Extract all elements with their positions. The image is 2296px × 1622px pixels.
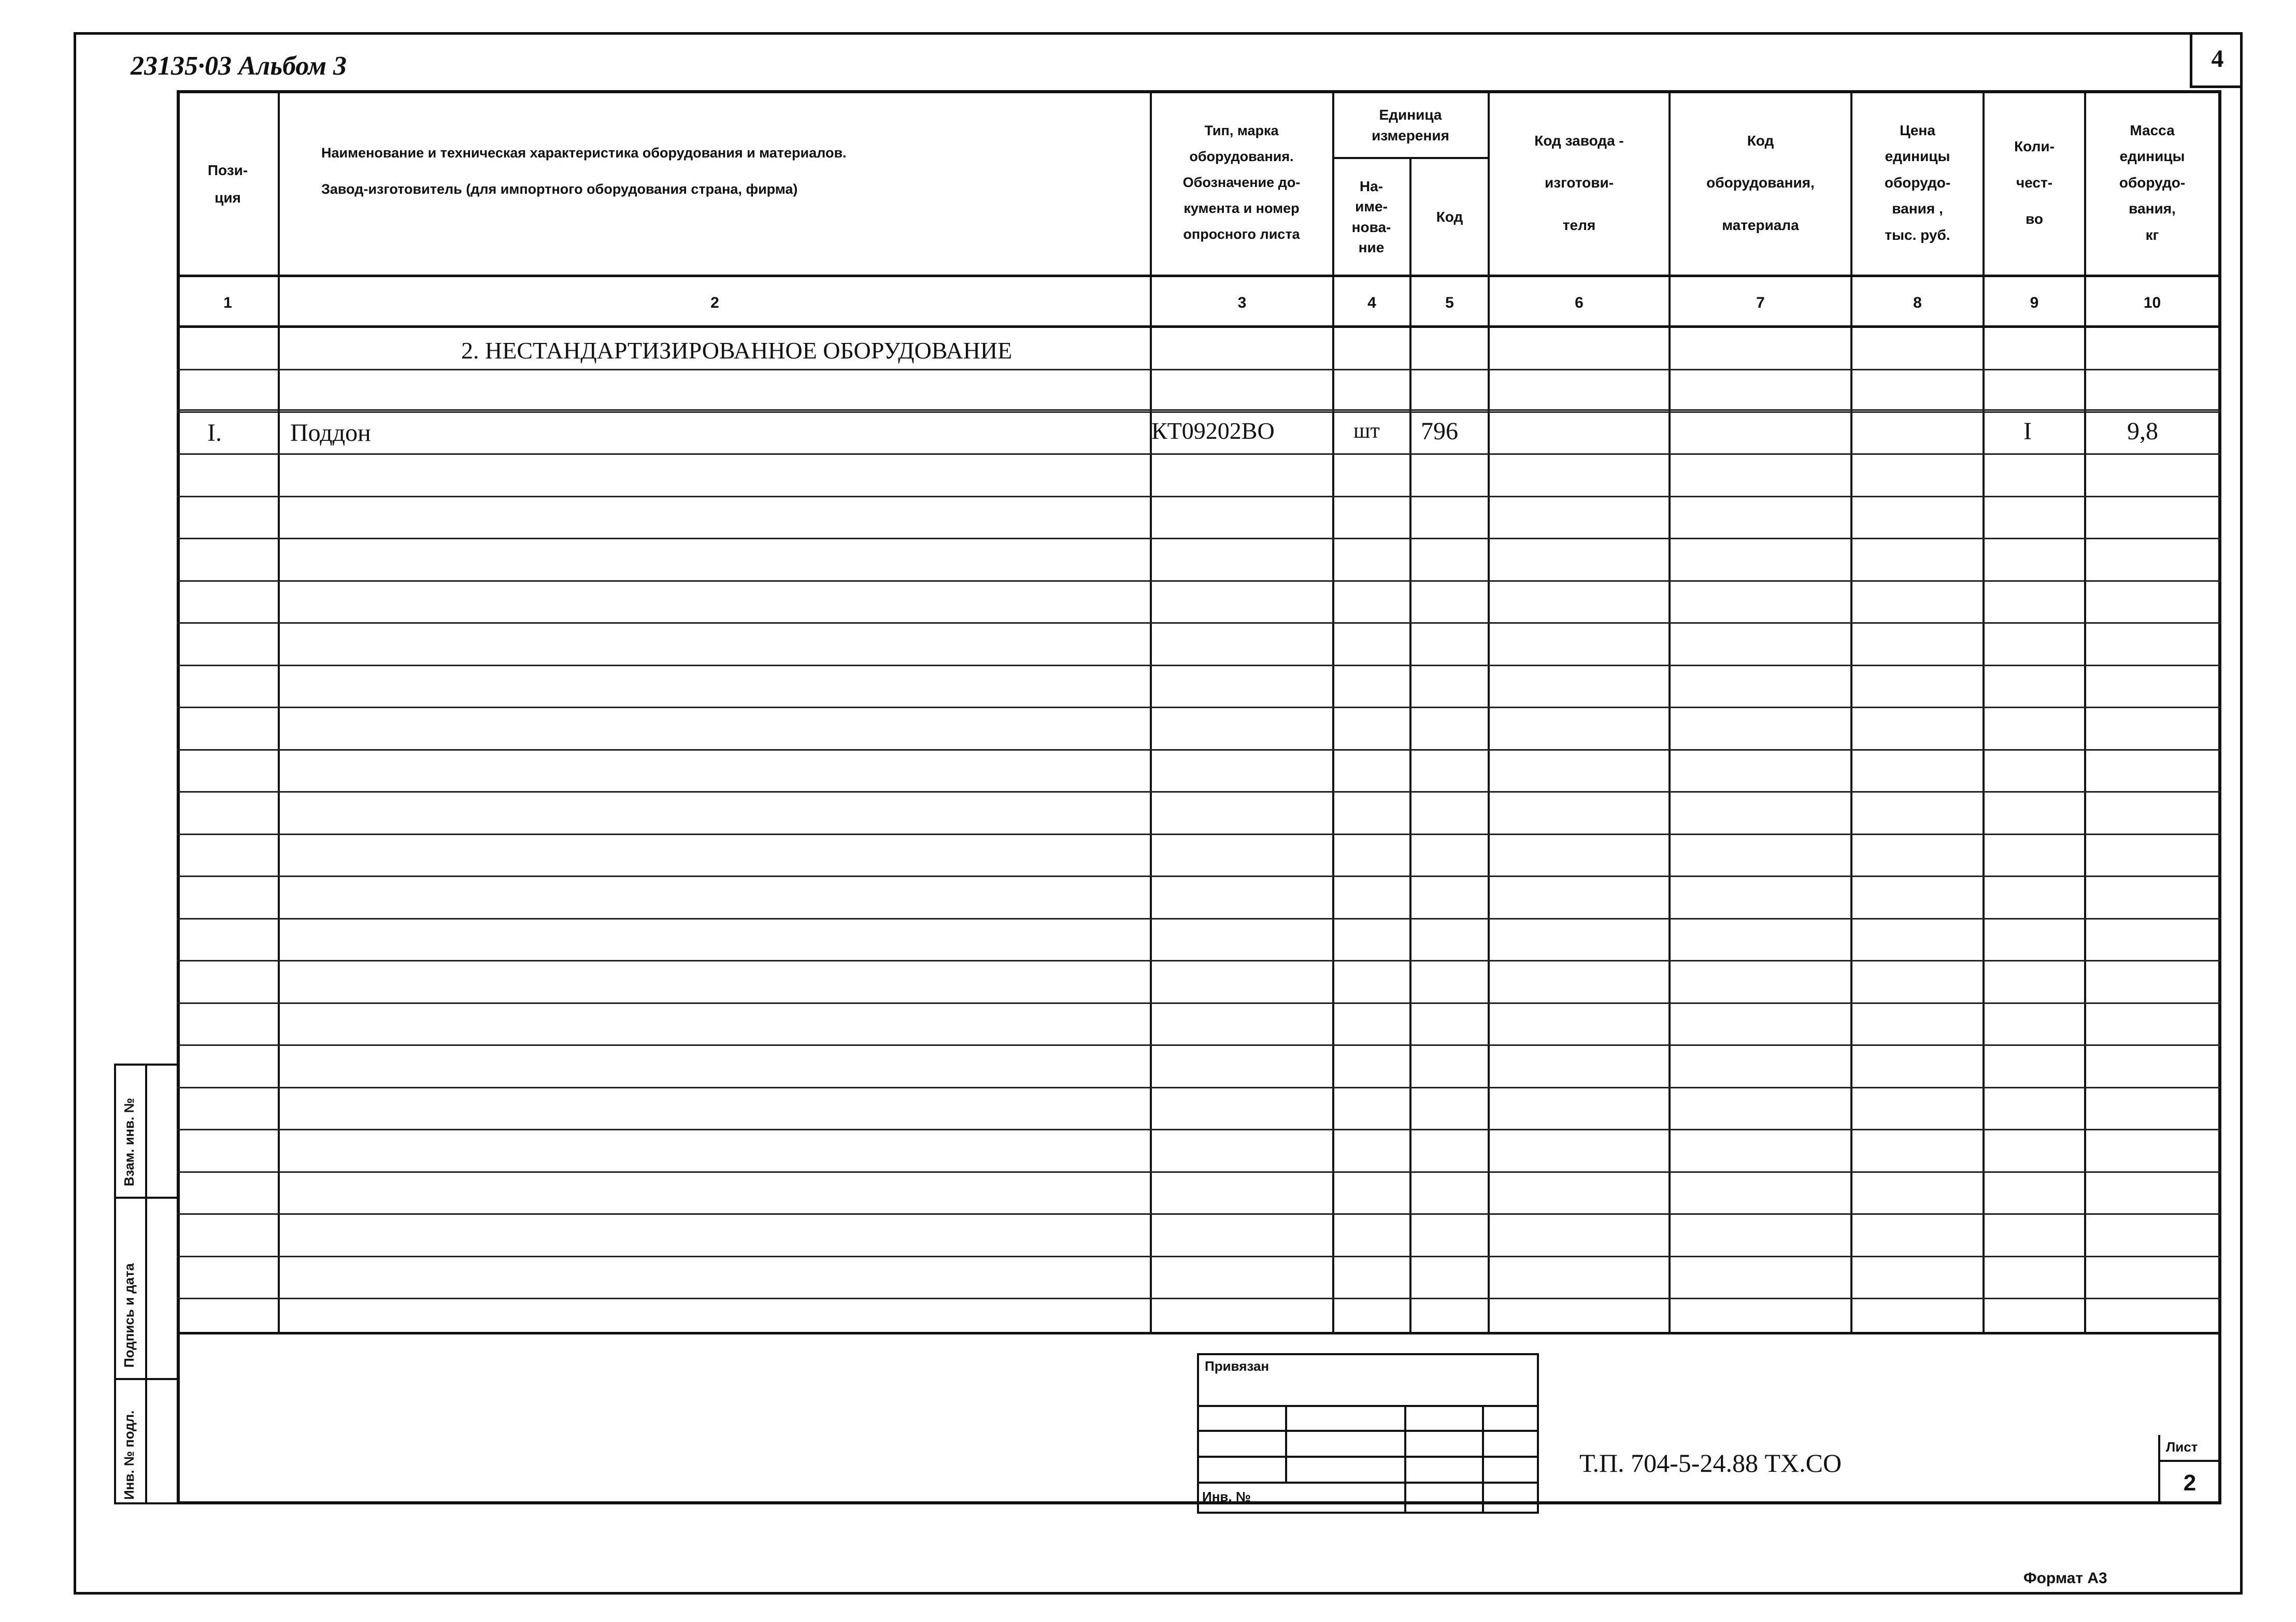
- format-label: Формат А3: [2023, 1570, 2107, 1587]
- side-strip-line: [114, 1378, 178, 1380]
- privyazan-sep: [1285, 1405, 1287, 1482]
- table-row-line: [177, 749, 2221, 751]
- col-sep: [1668, 91, 1671, 1332]
- row-1-quantity: I: [2023, 418, 2032, 445]
- colnum-10: 10: [2143, 294, 2161, 311]
- row-1-mass: 9,8: [2127, 418, 2158, 445]
- row-1-position: I.: [207, 419, 222, 447]
- table-row-line: [177, 369, 2221, 370]
- colnum-8: 8: [1913, 294, 1922, 311]
- table-row-line: [177, 453, 2221, 455]
- colnum-7: 7: [1756, 294, 1765, 311]
- header-col-7: Код оборудования, материала: [1706, 133, 1815, 233]
- table-row-line: [177, 580, 2221, 582]
- album-code: 23135·03: [131, 51, 232, 81]
- privyazan-line: [1197, 1405, 1539, 1407]
- side-label-vzam: Взам. инв. №: [121, 1098, 137, 1186]
- privyazan-line: [1197, 1430, 1539, 1432]
- header-col-3: Тип, марка оборудования. Обозначение до- кумента и номер опросного листа: [1182, 123, 1301, 242]
- colnum-4: 4: [1367, 294, 1376, 311]
- table-row-line: [177, 538, 2221, 539]
- side-label-inv-podl: Инв. № подл.: [121, 1410, 137, 1500]
- col-sep: [2084, 91, 2086, 1332]
- table-row-line: [177, 1087, 2221, 1088]
- table-row-line: [177, 1171, 2221, 1173]
- col-sep: [1488, 91, 1490, 1332]
- side-label-podpis: Подпись и дата: [121, 1263, 137, 1368]
- sheet-frame-right: [2240, 32, 2243, 1595]
- inv-no-label: Инв. №: [1202, 1489, 1251, 1504]
- row-1-type: КТ09202ВО: [1151, 418, 1275, 444]
- colnum-1: 1: [223, 294, 232, 311]
- list-number: 2: [2183, 1470, 2197, 1496]
- colnum-bottom-line: [177, 325, 2221, 328]
- table-row-line: [177, 622, 2221, 624]
- list-label: Лист: [2166, 1439, 2198, 1455]
- privyazan-line: [1197, 1482, 1539, 1484]
- colnum-2: 2: [710, 294, 719, 311]
- table-row-line: [177, 665, 2221, 666]
- header-col-4: На- име- нова- ние: [1351, 178, 1391, 255]
- album-label: Альбом 3: [238, 51, 347, 81]
- table-row-line: [177, 411, 2221, 413]
- table-row-line: [177, 409, 2221, 411]
- privyazan-sep: [1404, 1405, 1406, 1514]
- privyazan-label: Привязан: [1205, 1358, 1270, 1374]
- header-unit-group: Единица измерения: [1372, 107, 1449, 143]
- row-1-name: Поддон: [290, 419, 371, 447]
- header-bottom-line: [177, 275, 2221, 277]
- row-1-unit: шт: [1353, 419, 1380, 443]
- side-strip-divider: [145, 1064, 147, 1504]
- document-code: Т.П. 704-5-24.88 ТХ.СО: [1579, 1448, 1842, 1477]
- table-row-line: [177, 918, 2221, 920]
- table-row-line: [177, 496, 2221, 497]
- header-col-1: Пози- ция: [207, 162, 248, 206]
- sheet-number: 4: [2190, 32, 2243, 88]
- col-sep: [278, 91, 280, 1332]
- header-col-8: Цена единицы оборудо- вания , тыс. руб.: [1884, 122, 1951, 243]
- privyazan-sep: [1482, 1405, 1484, 1514]
- table-row-line: [177, 1002, 2221, 1004]
- table-row-line: [177, 875, 2221, 877]
- table-row-line: [177, 791, 2221, 793]
- col-sep: [1850, 91, 1852, 1332]
- header-col-6: Код завода - изготови- теля: [1534, 133, 1624, 233]
- header-col-9: Коли- чест- во: [2014, 138, 2055, 227]
- colnum-3: 3: [1237, 294, 1247, 311]
- col-sep: [1409, 158, 1411, 1332]
- table-row-line: [177, 1213, 2221, 1215]
- side-strip-line: [114, 1197, 178, 1199]
- col-sep: [1150, 91, 1152, 1332]
- colnum-9: 9: [2030, 294, 2039, 311]
- header-col-5: Код: [1436, 208, 1463, 225]
- row-1-unit-code: 796: [1421, 418, 1458, 445]
- table-row-line: [177, 1044, 2221, 1046]
- table-row-line: [177, 1129, 2221, 1130]
- colnum-6: 6: [1575, 294, 1584, 311]
- table-row-line: [177, 1256, 2221, 1257]
- colnum-5: 5: [1445, 294, 1454, 311]
- table-body-bottom: [177, 1332, 2221, 1334]
- header-col-2: Наименование и техническая характеристика оборудования и материалов. Завод-изготовитель (для импортного оборудования страна, фирма): [321, 145, 847, 197]
- table-row-line: [177, 960, 2221, 961]
- album-title: [131, 51, 347, 81]
- header-col-10: Масса единицы оборудо- вания, кг: [2119, 122, 2186, 243]
- privyazan-line: [1197, 1456, 1539, 1458]
- col-sep: [1332, 91, 1334, 1332]
- section-title: 2. НЕСТАНДАРТИЗИРОВАННОЕ ОБОРУДОВАНИЕ: [461, 337, 1012, 364]
- col-sep: [1983, 91, 1985, 1332]
- table-row-line: [177, 1298, 2221, 1299]
- table-row-line: [177, 707, 2221, 708]
- table-row-line: [177, 834, 2221, 835]
